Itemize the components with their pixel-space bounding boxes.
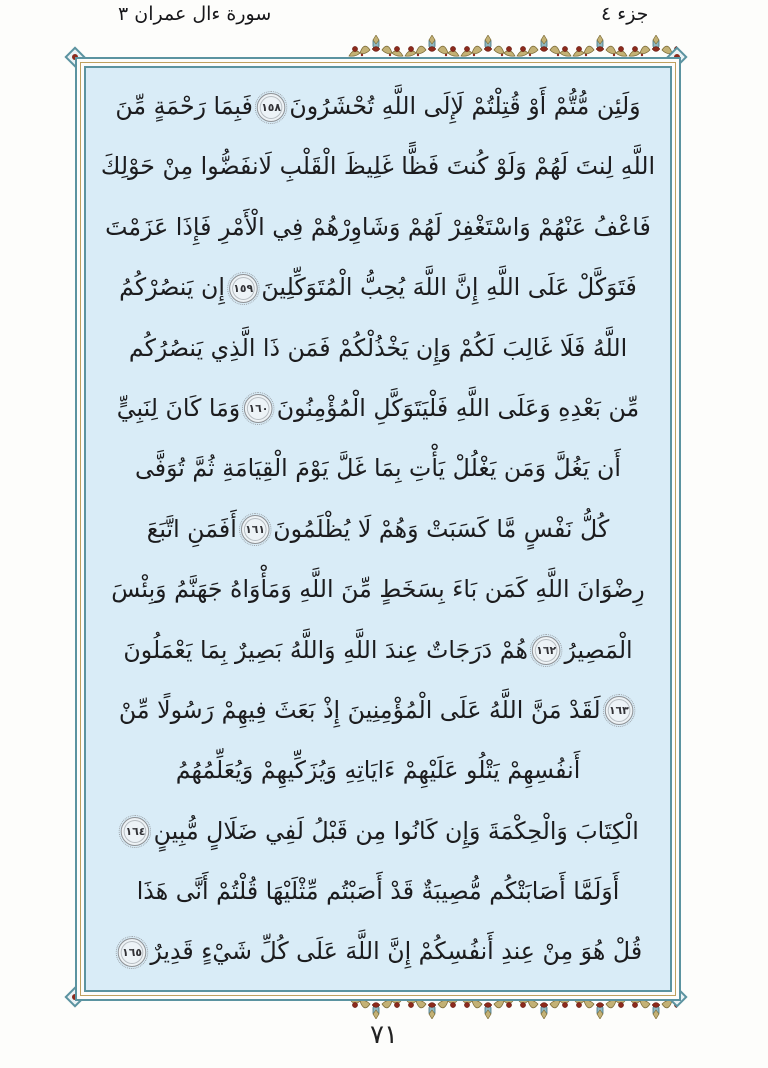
quran-line: [100, 318, 656, 378]
ayah-text: مِّن بَعْدِهِ وَعَلَى اللَّهِ فَلْيَتَوَكَّلِ الْمُؤْمِنُونَ: [276, 393, 640, 422]
quran-line: [100, 801, 656, 861]
ayah-number-medallion: ١٦٢: [532, 636, 561, 665]
ayah-text: أَوَلَمَّا أَصَابَتْكُم مُّصِيبَةٌ قَدْ أَصَبْتُم مِّثْلَيْهَا قُلْتُمْ أَنَّى هَذَا: [136, 877, 620, 906]
quran-line: [100, 378, 656, 438]
ayah-text: فَتَوَكَّلْ عَلَى اللَّهِ إِنَّ اللَّهَ يُحِبُّ الْمُتَوَكِّلِينَ: [261, 273, 637, 302]
ayah-text: اللَّهِ لِنتَ لَهُمْ وَلَوْ كُنتَ فَظًّا غَلِيظَ الْقَلْبِ لَانفَضُّوا مِنْ حَوْلِكَ: [100, 152, 656, 181]
ayah-text: وَمَا كَانَ لِنَبِيٍّ: [116, 393, 241, 422]
ayah-text: فَاعْفُ عَنْهُمْ وَاسْتَغْفِرْ لَهُمْ وَشَاوِرْهُمْ فِي الْأَمْرِ فَإِذَا عَزَمْتَ: [105, 212, 651, 241]
ayah-number-medallion: ١٦٣: [605, 696, 634, 725]
frame-ornament-left: [53, 57, 75, 997]
ayah-number-medallion: ١٥٩: [229, 274, 258, 303]
ayah-text: الْكِتَابَ وَالْحِكْمَةَ وَإِن كَانُوا مِن قَبْلُ لَفِي ضَلَالٍ مُّبِينٍ: [153, 816, 639, 845]
quran-line: [100, 197, 656, 257]
surah-title: سورة ءال عمران ٣: [118, 3, 272, 25]
ayah-text: الْمَصِيرُ: [564, 635, 633, 664]
ayah-number-medallion: ١٦٥: [118, 938, 147, 967]
ayah-text: وَلَئِن مُّتُّمْ أَوْ قُتِلْتُمْ لَإِلَى اللَّهِ تُحْشَرُونَ: [289, 92, 641, 120]
ayah-text: كُلُّ نَفْسٍ مَّا كَسَبَتْ وَهُمْ لَا يُظْلَمُونَ: [273, 514, 610, 543]
ayah-text: أَنفُسِهِمْ يَتْلُو عَلَيْهِمْ ءَايَاتِهِ وَيُزَكِّيهِمْ وَيُعَلِّمُهُمُ: [175, 756, 581, 785]
quran-line: [100, 76, 656, 136]
page-number: ٧١: [370, 1020, 398, 1050]
ayah-text: اللَّهُ فَلَا غَالِبَ لَكُمْ وَإِن يَخْذُلْكُمْ فَمَن ذَا الَّذِي يَنصُرُكُم: [128, 333, 628, 362]
quran-line: [100, 861, 656, 921]
ayah-number-medallion: ١٦١: [241, 515, 270, 544]
quran-line: [100, 680, 656, 740]
quran-text-area: [96, 76, 660, 982]
ayah-text: إِن يَنصُرْكُمُ: [119, 273, 225, 302]
quran-line: [100, 921, 656, 981]
quran-line: [100, 559, 656, 619]
frame-ornament-bottom: [75, 997, 677, 1019]
ayah-number-medallion: ١٦٠: [244, 394, 273, 423]
ayah-text: أَن يَغُلَّ وَمَن يَغْلُلْ يَأْتِ بِمَا غَلَّ يَوْمَ الْقِيَامَةِ ثُمَّ تُوَفَّى: [135, 454, 621, 483]
ayah-text: أَفَمَنِ اتَّبَعَ: [146, 514, 237, 543]
frame-ornament-top: [75, 35, 677, 57]
frame-ornament-right: [677, 57, 699, 997]
ayah-text: لَقَدْ مَنَّ اللَّهُ عَلَى الْمُؤْمِنِينَ إِذْ بَعَثَ فِيهِمْ رَسُولًا مِّنْ: [118, 695, 601, 724]
quran-line: [100, 620, 656, 680]
ayah-text: فَبِمَا رَحْمَةٍ مِّنَ: [115, 92, 253, 120]
ayah-number-medallion: ١٦٤: [121, 817, 150, 846]
quran-line: [100, 740, 656, 800]
quran-line: [100, 136, 656, 196]
juz-label: جزء ٤: [601, 3, 649, 25]
ayah-number-medallion: ١٥٨: [257, 93, 286, 122]
ayah-text: قُلْ هُوَ مِنْ عِندِ أَنفُسِكُمْ إِنَّ اللَّهَ عَلَى كُلِّ شَيْءٍ قَدِيرٌ: [150, 937, 643, 966]
quran-line: [100, 257, 656, 317]
page-frame: [84, 66, 672, 992]
quran-line: [100, 438, 656, 498]
quran-line: [100, 499, 656, 559]
ayah-text: هُمْ دَرَجَاتٌ عِندَ اللَّهِ وَاللَّهُ بَصِيرٌ بِمَا يَعْمَلُونَ: [123, 635, 528, 664]
ayah-text: رِضْوَانَ اللَّهِ كَمَن بَاءَ بِسَخَطٍ مِّنَ اللَّهِ وَمَأْوَاهُ جَهَنَّمُ وَبِئْسَ: [111, 575, 645, 604]
